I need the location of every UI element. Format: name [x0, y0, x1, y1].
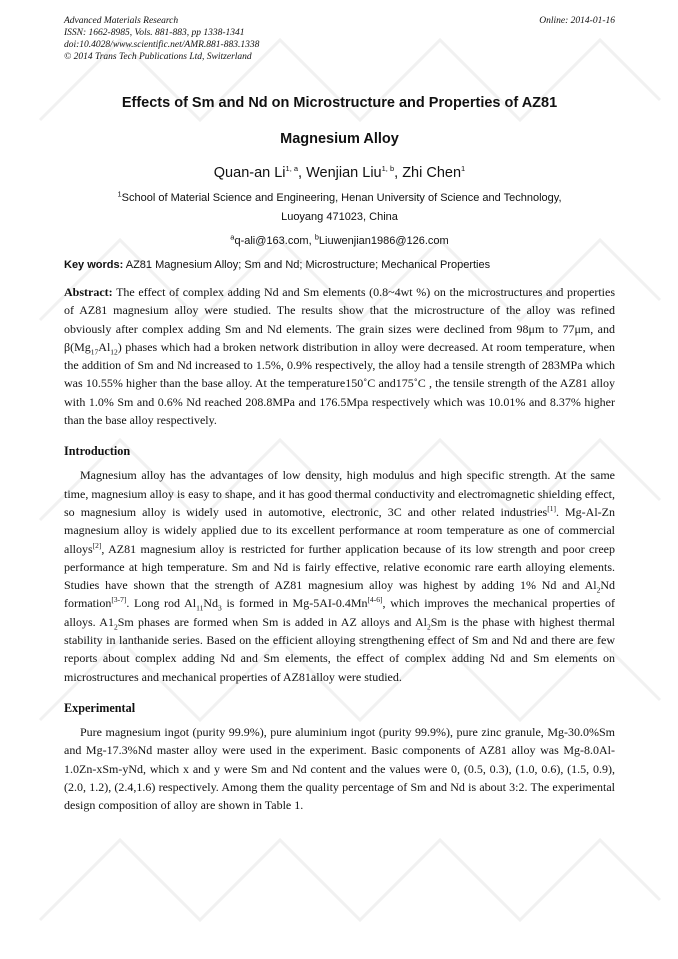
citation: [3-7] — [111, 595, 127, 605]
affiliation-line-2: Luoyang 471023, China — [281, 211, 398, 223]
citation: [2] — [92, 540, 102, 550]
abstract-text: Al — [98, 339, 111, 354]
intro-text: Nd — [203, 596, 218, 611]
abstract-text: ) phases which had a broken network distribution in alloy were decreased. At room temperature, when the addition of Sm and Nd increased to 1.5%, 0.9% respectively, the alloy had a tensile strength of 283MPa which was 10.55% higher than the base alloy. At the temperature150˚C and175˚C , the tensile strength of the AZ81 alloy with 1.0% Sm and 0.6% Nd reached 208.8MPa and 176.5Mpa respectively which was 10.01% and 8.37% higher than the base alloy respectively. — [64, 339, 615, 428]
subscript: 2 — [113, 622, 118, 632]
abstract-text: The effect of complex adding Nd and Sm elements (0.8~4wt %) on the microstructures and properties of AZ81 magnesium alloy were studied. The results show that the microstructure of the alloy was refined obviously after complex adding Sm and Nd elements. The grain sizes were declined from 98μm to 77μm, and β(Mg — [64, 285, 615, 354]
author-3-sup: 1 — [461, 164, 466, 174]
subscript: 12 — [110, 347, 118, 357]
affiliation-text-1: School of Material Science and Engineering, Henan University of Science and Technology, — [121, 192, 562, 204]
affiliation-sup: 1 — [117, 189, 122, 199]
subscript: 17 — [90, 347, 99, 357]
intro-text: , AZ81 magnesium alloy is restricted for further application because of its low strength and poor creep performance at high temperature. Sm and Nd is fairly effective, relative economic rare earth alloying elements. Studies have shown that the strength of AZ81 magnesium alloy was highest by adding 1% Nd and Al — [64, 541, 615, 593]
author-emails — [64, 232, 615, 247]
citation: [1] — [547, 503, 556, 513]
intro-text: . Mg-Al-Zn magnesium alloy is widely applied due to its excellent performance at room temperature as one of commercial alloys — [64, 504, 615, 556]
author-2-sup: 1, b — [381, 164, 395, 174]
subscript: 2 — [596, 585, 601, 595]
author-list — [64, 165, 615, 181]
email-a: q-ali@163.com, — [234, 235, 315, 247]
abstract — [64, 283, 615, 429]
email-b-sup: b — [314, 232, 319, 242]
subscript: 2 — [426, 622, 431, 632]
journal-meta — [64, 15, 615, 63]
paper-title — [64, 85, 615, 157]
affiliation-line-1 — [64, 189, 615, 208]
journal-name: Advanced Materials Research — [64, 16, 179, 26]
intro-text: Sm is the phase with highest thermal stability in lanthanide series. Based on the efficient alloying strengthening effect of Sm and Nd and there are few reports about complex adding Nd and Sm elements, the effect of complex adding Nd and Sm elements on microstructures and mechanical properties of AZ81alloy were studied. — [64, 614, 615, 684]
introduction-paragraph — [64, 466, 615, 686]
intro-text: Magnesium alloy has the advantages of low density, high modulus and high specific strength. At the same time, magnesium alloy is easy to shape, and it has good thermal conductivity and electromagnetic shielding effect, so magnesium alloy is widely used in automotive, electronic, 3C and other related industries — [64, 468, 615, 519]
intro-text: Sm phases are formed when Sm is added in AZ alloys and Al — [117, 614, 427, 629]
author-3: Zhi Chen — [402, 165, 462, 181]
issn-line: ISSN: 1662-8985, Vols. 881-883, pp 1338-1341 — [64, 28, 245, 38]
copyright-line: © 2014 Trans Tech Publications Ltd, Switzerland — [64, 52, 252, 62]
keywords-text: AZ81 Magnesium Alloy; Sm and Nd; Microstructure; Mechanical Properties — [123, 259, 491, 271]
author-1-sup: 1, a — [285, 164, 299, 174]
title-line-1: Effects of Sm and Nd on Microstructure and Properties of AZ81 — [121, 95, 558, 111]
subscript: 3 — [218, 603, 222, 613]
citation: [4-6] — [367, 595, 383, 605]
intro-text: , which improves the mechanical properties of alloys. A1 — [64, 596, 616, 629]
keywords-label: Key words: — [64, 259, 124, 271]
keywords — [64, 259, 615, 271]
author-separator: , — [298, 165, 307, 181]
title-line-2: Magnesium Alloy — [280, 131, 399, 147]
email-b: Liuwenjian1986@126.com — [318, 235, 449, 247]
experimental-paragraph: Pure magnesium ingot (purity 99.9%), pure aluminium ingot (purity 99.9%), pure zinc granule, Mg-30.0%Sm and Mg-17.3%Nd master alloy were used in the experiment. Basic components of AZ81 alloy was Mg-8.0Al-1.0Zn-xSm-yNd, which x and y were Sm and Nd content and the values were 0, (0.5, 0.3), (1.0, 0.6), (1.5, 0.9), (2.0, 1.2), (2.4,1.6) respectively. Among them the quality percentage of Sm and Nd is about 3:2. The experimental design composition of alloy are shown in Table 1. — [64, 724, 615, 813]
section-heading-experimental: Experimental — [64, 700, 136, 715]
intro-text: . Long rod Al — [126, 596, 197, 611]
doi-line: doi:10.4028/www.scientific.net/AMR.881-883.1338 — [64, 40, 260, 50]
affiliation — [64, 189, 615, 227]
author-separator: , — [394, 165, 403, 181]
abstract-label: Abstract: — [64, 285, 113, 299]
email-a-sup: a — [230, 232, 235, 242]
section-heading-introduction: Introduction — [64, 444, 131, 459]
paper-page — [64, 15, 615, 814]
journal-header — [64, 15, 615, 67]
subscript: 11 — [196, 603, 204, 613]
author-2: Wenjian Liu — [306, 165, 382, 181]
online-date: Online: 2014-01-16 — [539, 16, 615, 26]
intro-text: Nd formation — [64, 578, 615, 611]
intro-text: is formed in Mg-5AI-0.4Mn — [221, 596, 368, 611]
author-1: Quan-an Li — [213, 165, 286, 181]
